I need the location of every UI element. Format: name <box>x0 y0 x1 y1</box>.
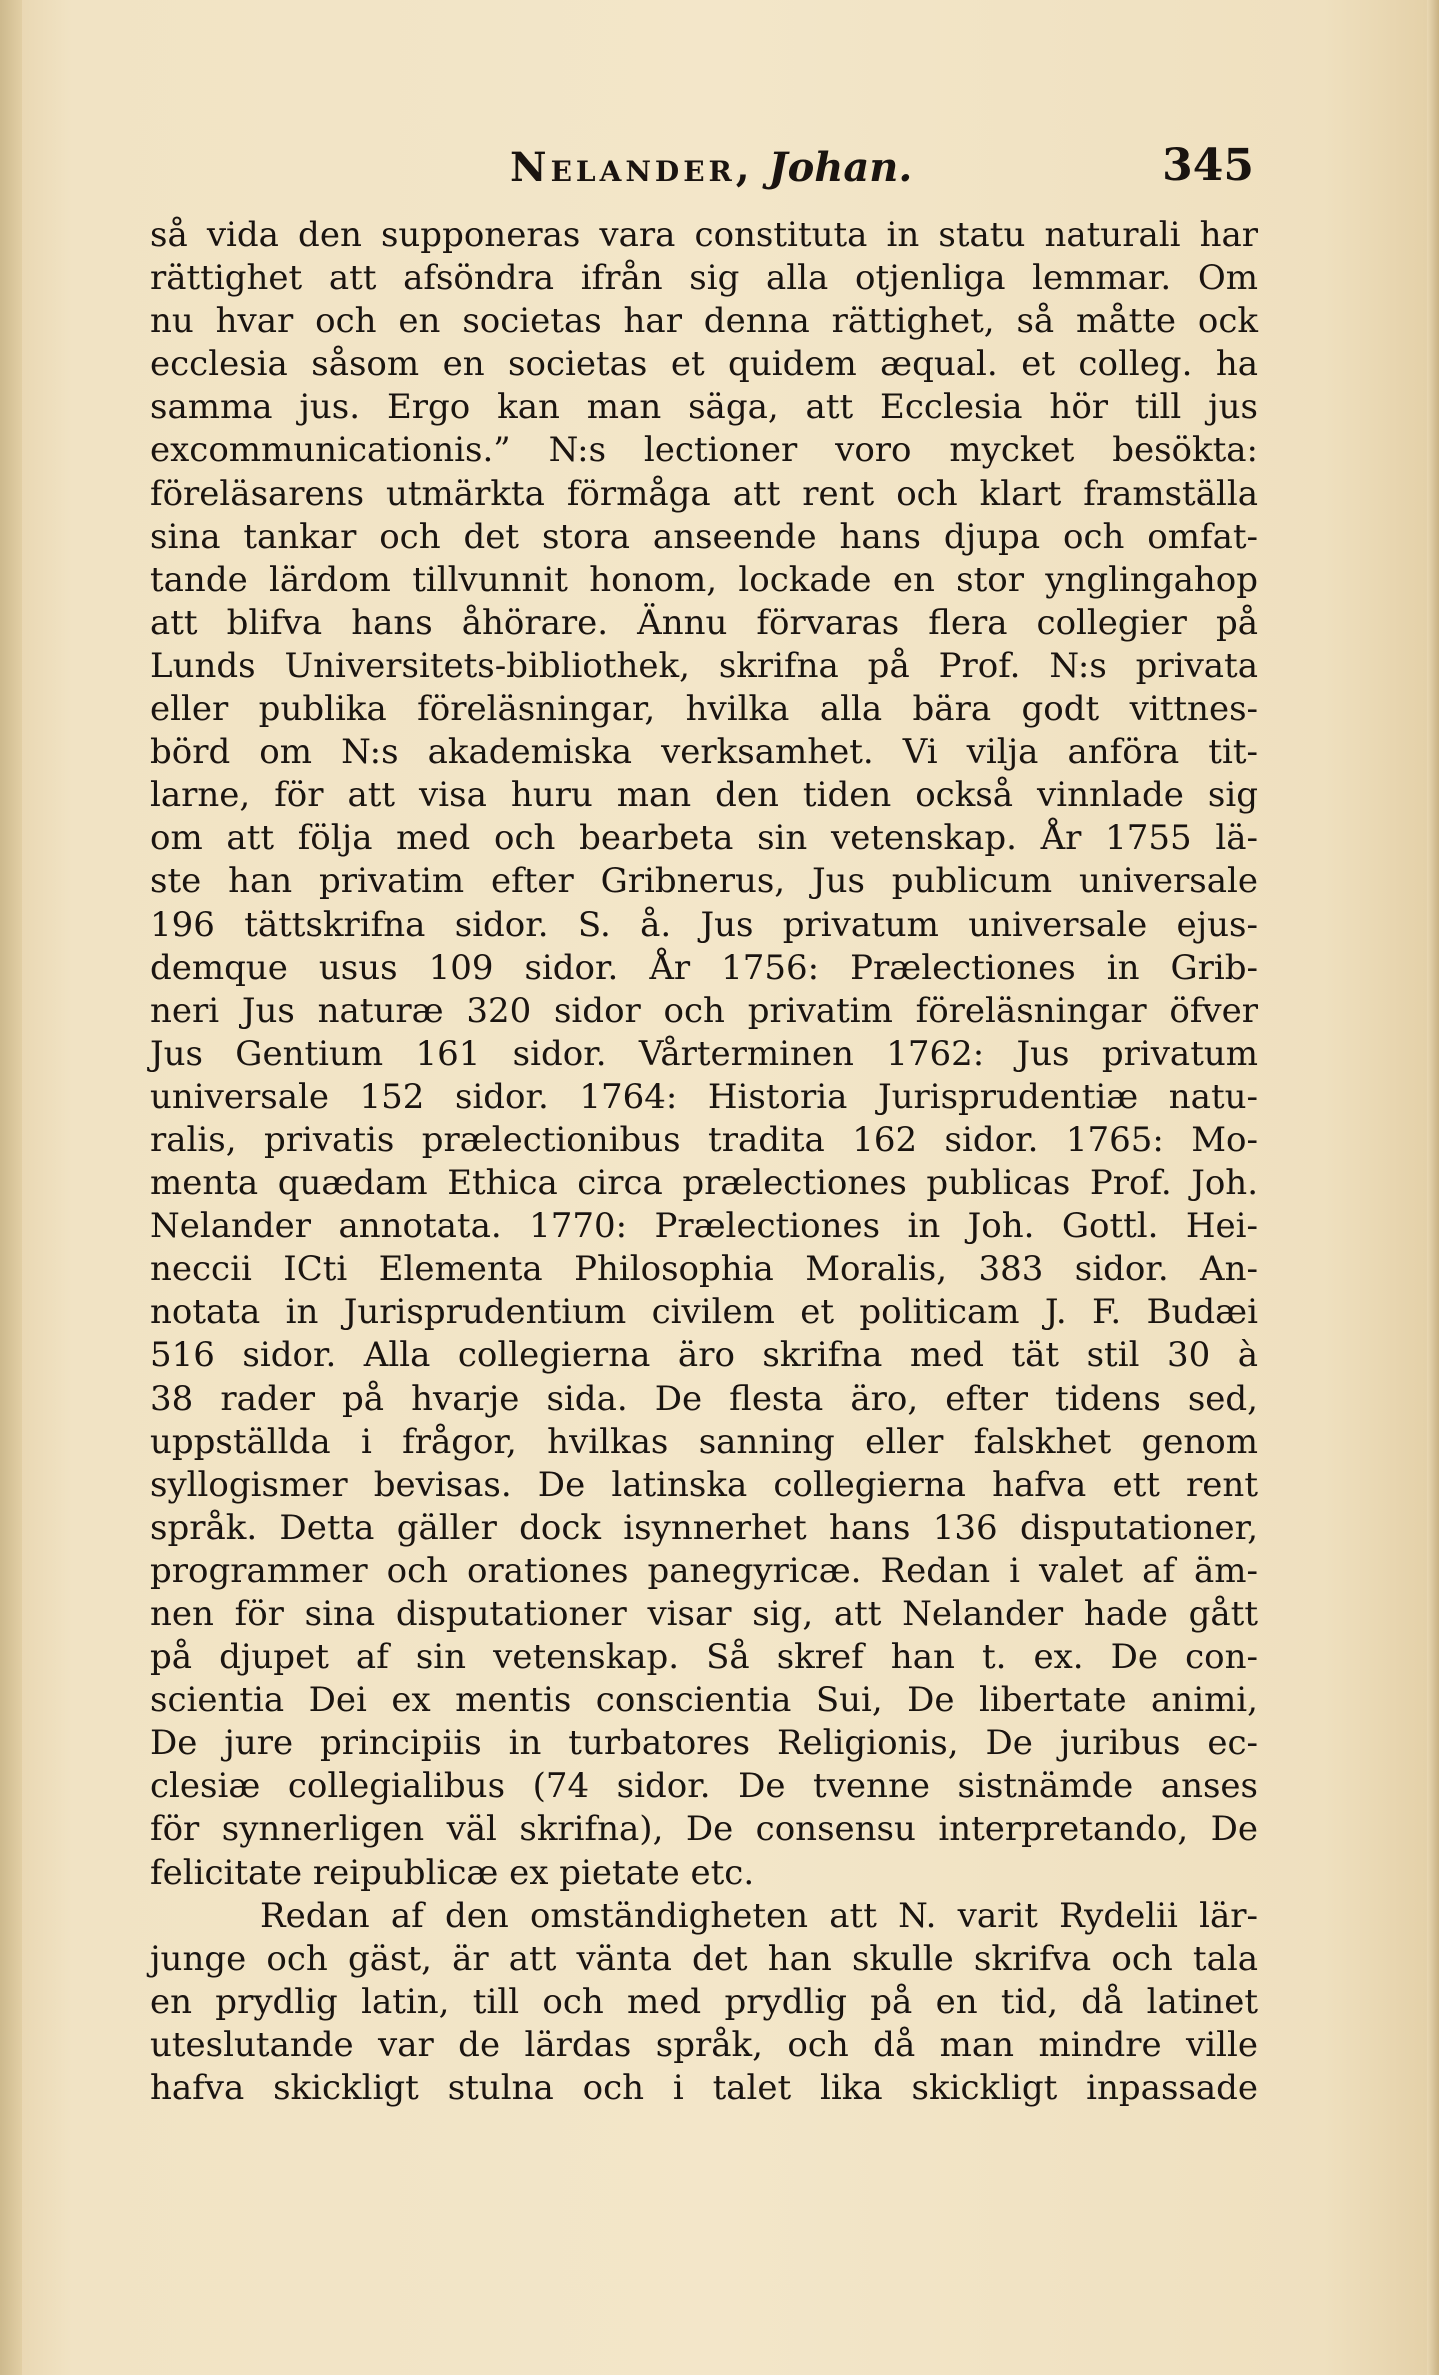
text-line: nu hvar och en societas har denna rättighet, så måtte ock <box>150 301 1258 342</box>
text-line: demque usus 109 sidor. År 1756: Prælectiones in Grib- <box>150 947 1258 988</box>
paragraph-end-line: felicitate reipublicæ ex pietate etc. <box>150 1852 755 1893</box>
text-line: syllogismer bevisas. De latinska collegierna hafva ett rent <box>150 1464 1258 1505</box>
text-line: på djupet af sin vetenskap. Så skref han t. ex. De con- <box>150 1637 1258 1678</box>
page-edge <box>1427 0 1439 2375</box>
text-line: sina tankar och det stora anseende hans djupa och omfat- <box>150 516 1258 557</box>
text-line: 516 sidor. Alla collegierna äro skrifna med tät stil 30 à <box>150 1335 1258 1376</box>
text-line: en prydlig latin, till och med prydlig på en tid, då latinet <box>150 1981 1258 2022</box>
text-line: nen för sina disputationer visar sig, att Nelander hade gått <box>150 1594 1258 1634</box>
text-line: ecclesia såsom en societas et quidem æqual. et colleg. ha <box>150 344 1258 385</box>
text-line: Jus Gentium 161 sidor. Vårterminen 1762: Jus privatum <box>150 1033 1258 1074</box>
text-line: rättighet att afsöndra ifrån sig alla otjenliga lemmar. Om <box>150 258 1258 299</box>
text-line: uteslutande var de lärdas språk, och då man mindre ville <box>150 2024 1258 2065</box>
text-line: programmer och orationes panegyricæ. Redan i valet af äm- <box>150 1550 1258 1591</box>
text-line: 38 rader på hvarje sida. De flesta äro, efter tidens sed, <box>150 1378 1258 1419</box>
text-line: samma jus. Ergo kan man säga, att Ecclesia hör till jus <box>150 387 1258 428</box>
text-line: junge och gäst, är att vänta det han skulle skrifva och tala <box>150 1938 1258 1979</box>
running-head-author: Nelander, <box>510 144 754 191</box>
text-line: Lunds Universitets-bibliothek, skrifna på Prof. N:s privata <box>150 645 1258 686</box>
text-line: uppställda i frågor, hvilkas sanning eller falskhet genom <box>150 1421 1258 1462</box>
text-line: larne, för att visa huru man den tiden också vinnlade sig <box>150 775 1258 816</box>
text-line: De jure principiis in turbatores Religionis, De juribus ec- <box>150 1723 1258 1764</box>
text-line: scientia Dei ex mentis conscientia Sui, De libertate animi, <box>150 1680 1258 1721</box>
text-line: hafva skickligt stulna och i talet lika skickligt inpassade <box>150 2068 1258 2109</box>
text-line: Nelander annotata. 1770: Prælectiones in Joh. Gottl. Hei- <box>150 1206 1258 1247</box>
running-head-given-name: Johan. <box>768 144 913 191</box>
text-line: eller publika föreläsningar, hvilka alla bära godt vittnes- <box>150 689 1258 730</box>
text-line: språk. Detta gäller dock isynnerhet hans 136 disputationer, <box>150 1507 1258 1548</box>
text-line: menta quædam Ethica circa prælectiones publicas Prof. Joh. <box>150 1163 1258 1204</box>
text-line: om att följa med och bearbeta sin vetenskap. År 1755 lä- <box>150 818 1258 859</box>
text-line: clesiæ collegialibus (74 sidor. De tvenne sistnämde anses <box>150 1766 1258 1807</box>
text-line: 196 tättskrifna sidor. S. å. Jus privatum universale ejus- <box>150 904 1258 945</box>
text-line: universale 152 sidor. 1764: Historia Jurisprudentiæ natu- <box>150 1076 1258 1117</box>
text-line: ste han privatim efter Gribnerus, Jus publicum universale <box>150 861 1258 902</box>
text-line: excommunicationis.” N:s lectioner voro mycket besökta: <box>150 430 1258 471</box>
text-line: att blifva hans åhörare. Ännu förvaras flera collegier på <box>150 602 1258 643</box>
body-text <box>150 214 1258 2110</box>
text-line: tande lärdom tillvunnit honom, lockade en stor ynglingahop <box>150 559 1258 600</box>
paragraph-start-line: Redan af den omständigheten att N. varit Rydelii lär- <box>260 1895 1258 1936</box>
text-line: neccii ICti Elementa Philosophia Moralis, 383 sidor. An- <box>150 1249 1258 1290</box>
text-line: neri Jus naturæ 320 sidor och privatim föreläsningar öfver <box>150 990 1258 1031</box>
text-line: börd om N:s akademiska verksamhet. Vi vilja anföra tit- <box>150 732 1258 773</box>
text-line: ralis, privatis prælectionibus tradita 162 sidor. 1765: Mo- <box>150 1119 1258 1160</box>
text-line: så vida den supponeras vara constituta in statu naturali har <box>150 215 1258 255</box>
binding-gutter <box>0 0 22 2375</box>
running-head <box>510 144 912 191</box>
page-header <box>150 140 1258 200</box>
text-line: för synnerligen väl skrifna), De consensu interpretando, De <box>150 1809 1258 1850</box>
text-line: notata in Jurisprudentium civilem et politicam J. F. Budæi <box>150 1292 1258 1333</box>
text-line: föreläsarens utmärkta förmåga att rent och klart framställa <box>150 473 1258 514</box>
page-number: 345 <box>1162 140 1254 191</box>
